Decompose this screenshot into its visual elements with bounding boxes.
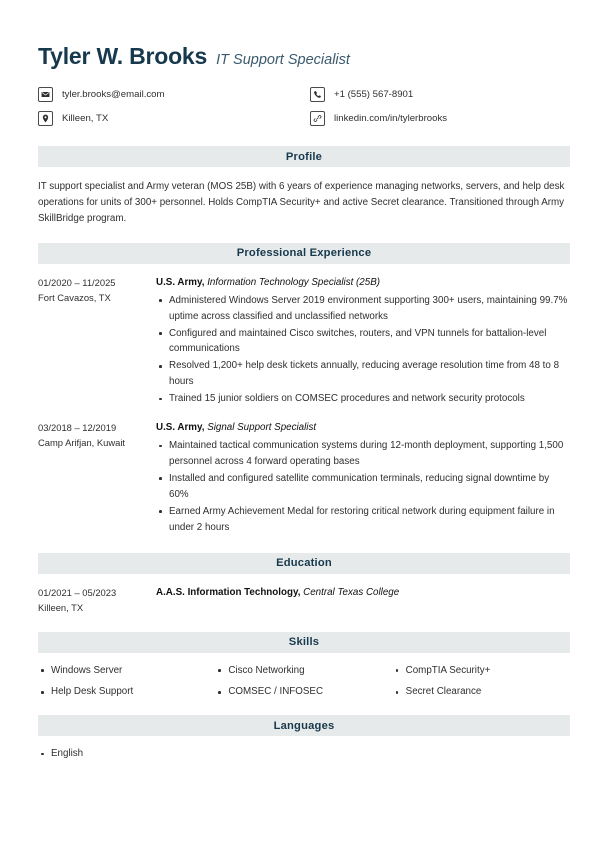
map-pin-icon xyxy=(38,111,53,126)
section-title-education: Education xyxy=(276,557,332,570)
experience-bullet: Resolved 1,200+ help desk tickets annually, reducing average resolution time from 48 to 8 hours xyxy=(156,358,570,390)
experience-location: Camp Arifjan, Kuwait xyxy=(38,437,126,449)
experience-location: Fort Cavazos, TX xyxy=(38,291,111,303)
education-school: Central Texas College xyxy=(303,586,400,598)
experience-entry-meta xyxy=(38,421,156,537)
contact-location-text: Killeen, TX xyxy=(62,113,109,125)
languages-list xyxy=(38,748,570,761)
envelope-icon xyxy=(38,87,53,102)
contact-phone-text: +1 (555) 567-8901 xyxy=(334,89,414,101)
section-header-skills xyxy=(38,632,570,653)
experience-organization: U.S. Army, xyxy=(156,422,205,434)
profile-summary: IT support specialist and Army veteran (MOS 25B) with 6 years of experience managing networks, servers, and help desk operations for units of 300+ personnel. Holds CompTIA Security+ and active Secret clearance. Transitioned through Army SkillBridge program. xyxy=(38,181,565,225)
experience-title-line xyxy=(156,276,570,291)
education-dates: 01/2021 – 05/2023 xyxy=(38,586,117,598)
experience-bullets xyxy=(156,438,570,536)
experience-role: Signal Support Specialist xyxy=(207,422,317,434)
experience-bullet: Trained 15 junior soldiers on COMSEC procedures and network security protocols xyxy=(156,391,570,407)
education-title-line xyxy=(156,586,570,601)
skill-item: COMSEC / INFOSEC xyxy=(215,686,392,699)
phone-icon xyxy=(310,87,325,102)
skill-item: Windows Server xyxy=(38,665,215,678)
section-header-education xyxy=(38,553,570,574)
education-entry-body xyxy=(156,586,570,616)
section-title-experience: Professional Experience xyxy=(236,247,372,260)
experience-entry-body xyxy=(156,421,570,537)
skill-item: CompTIA Security+ xyxy=(393,665,570,678)
section-title-languages: Languages xyxy=(273,719,335,732)
contact-phone[interactable] xyxy=(310,87,570,102)
experience-title-line xyxy=(156,421,570,436)
skill-item: Cisco Networking xyxy=(215,665,392,678)
contact-location xyxy=(38,111,310,126)
experience-entry xyxy=(38,421,570,537)
section-title-skills: Skills xyxy=(288,636,320,649)
experience-entry-body xyxy=(156,276,570,408)
education-entry xyxy=(38,586,570,616)
education-degree: A.A.S. Information Technology, xyxy=(156,586,301,598)
experience-organization: U.S. Army, xyxy=(156,276,205,288)
section-title-profile: Profile xyxy=(285,150,323,163)
experience-entry-meta xyxy=(38,276,156,408)
resume-header xyxy=(38,44,570,69)
experience-list xyxy=(38,276,570,537)
experience-bullet: Maintained tactical communication systems during 12-month deployment, supporting 1,500 personnel across 4 forward operating bases xyxy=(156,438,570,470)
experience-entry xyxy=(38,276,570,408)
contact-linkedin[interactable] xyxy=(310,111,570,126)
experience-bullets xyxy=(156,293,570,408)
section-header-languages xyxy=(38,715,570,736)
contact-details xyxy=(38,87,570,126)
skill-item: Help Desk Support xyxy=(38,686,215,699)
candidate-name: Tyler W. Brooks xyxy=(38,43,208,69)
education-location: Killeen, TX xyxy=(38,601,84,613)
contact-email-text: tyler.brooks@email.com xyxy=(62,89,165,101)
education-list xyxy=(38,586,570,616)
skills-list xyxy=(38,665,570,699)
experience-bullet: Installed and configured satellite communication terminals, reducing signal downtime by 60% xyxy=(156,471,570,503)
experience-bullet: Administered Windows Server 2019 environment supporting 300+ users, maintaining 99.7% uptime across classified and unclassified networks xyxy=(156,293,570,325)
education-entry-meta xyxy=(38,586,156,616)
contact-email[interactable] xyxy=(38,87,310,102)
experience-dates: 01/2020 – 11/2025 xyxy=(38,276,116,288)
experience-bullet: Configured and maintained Cisco switches, routers, and VPN tunnels for battalion-level communications xyxy=(156,326,570,358)
language-item: English xyxy=(38,748,570,761)
experience-role: Information Technology Specialist (25B) xyxy=(207,276,380,288)
experience-dates: 03/2018 – 12/2019 xyxy=(38,422,117,434)
link-icon xyxy=(310,111,325,126)
section-header-profile xyxy=(38,146,570,167)
section-header-experience xyxy=(38,243,570,264)
skill-item: Secret Clearance xyxy=(393,686,570,699)
experience-bullet: Earned Army Achievement Medal for restoring critical network during equipment failure in under 2 hours xyxy=(156,504,570,536)
contact-linkedin-text: linkedin.com/in/tylerbrooks xyxy=(334,113,448,125)
candidate-headline: IT Support Specialist xyxy=(216,52,350,68)
